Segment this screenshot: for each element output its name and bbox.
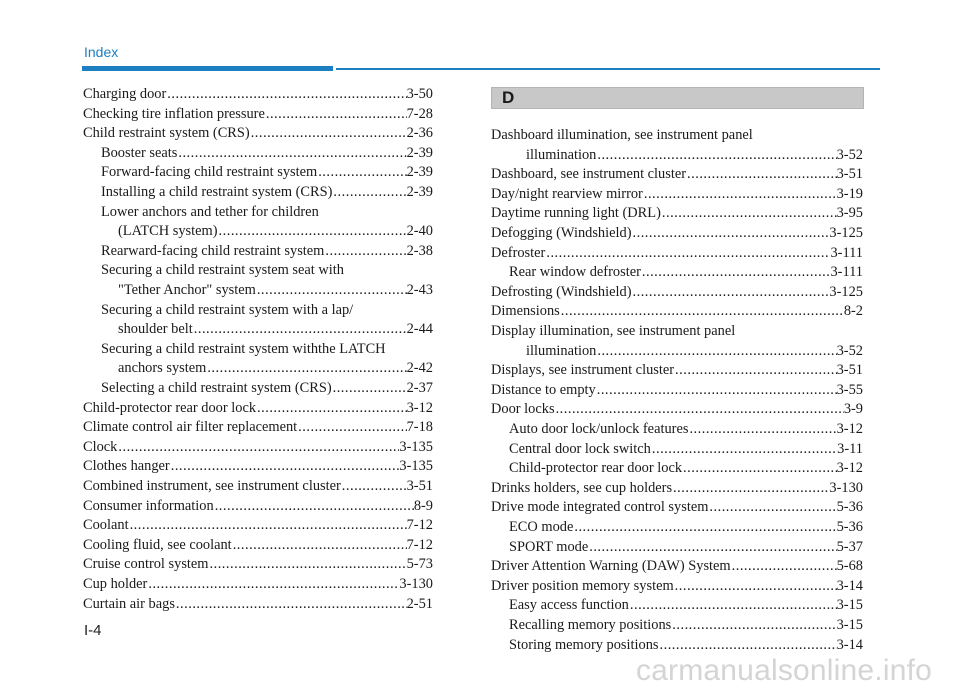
leader-dots — [672, 616, 836, 634]
index-entry-page: 2-39 — [406, 184, 433, 200]
index-entry-page: 5-73 — [406, 556, 433, 573]
index-entry-text: ECO mode — [509, 519, 574, 535]
leader-dots — [207, 359, 406, 377]
leader-dots — [662, 204, 837, 222]
index-entry — [118, 359, 433, 377]
index-entry — [101, 183, 433, 201]
leader-dots — [687, 165, 837, 183]
index-entry-page: 7-28 — [406, 105, 433, 122]
leader-dots — [167, 85, 406, 103]
index-entry — [509, 518, 863, 536]
leader-dots — [546, 244, 830, 262]
index-entry-text: Display illumination, see instrument panel — [491, 323, 736, 339]
index-entry-page: 3-12 — [836, 460, 863, 477]
index-entry-page: 8-9 — [413, 497, 433, 514]
leader-dots — [148, 575, 399, 593]
index-entry-page: 3-15 — [836, 597, 863, 614]
index-entry — [83, 536, 433, 554]
index-entry-page: 3-130 — [399, 576, 433, 592]
leader-dots — [597, 381, 837, 399]
leader-dots — [194, 320, 407, 338]
index-entry-page: 2-40 — [406, 223, 433, 240]
index-entry-page: 2-42 — [406, 360, 433, 377]
index-entry-page: 3-12 — [406, 399, 433, 416]
leader-dots — [589, 538, 836, 556]
leader-dots — [178, 144, 406, 162]
index-entry — [491, 165, 863, 183]
index-entry — [491, 322, 863, 340]
index-entry — [509, 596, 863, 614]
leader-dots — [597, 342, 836, 360]
index-entry — [491, 498, 863, 516]
index-entry-page: 3-51 — [836, 362, 863, 379]
index-entry-page: 3-52 — [836, 342, 863, 359]
leader-dots — [652, 440, 837, 458]
index-entry — [491, 479, 863, 497]
index-entry — [491, 185, 863, 203]
index-entry — [101, 379, 433, 397]
index-entry-text: Forward-facing child restraint system — [101, 164, 318, 181]
leader-dots — [673, 479, 829, 497]
index-entry — [101, 144, 433, 162]
index-entry-page: 3-95 — [836, 205, 863, 222]
index-entry — [491, 244, 863, 262]
index-entry-text: Climate control air filter replacement — [83, 419, 298, 436]
leader-dots — [118, 438, 399, 456]
leader-dots — [215, 497, 414, 515]
leader-dots — [266, 105, 407, 123]
leader-dots — [333, 183, 406, 201]
index-entry-text: Booster seats — [101, 144, 178, 161]
index-entry-text: Selecting a child restraint system (CRS) — [101, 380, 332, 396]
index-entry-text: Rear window defroster — [509, 264, 641, 281]
index-entry — [101, 261, 433, 279]
index-entry-text: Lower anchors and tether for children — [101, 203, 319, 220]
index-entry-page: 3-130 — [829, 479, 863, 496]
index-entry-page: 3-14 — [836, 636, 863, 653]
index-entry — [101, 242, 433, 260]
index-entry-text: Door locks — [491, 401, 555, 418]
index-entry-text: Defroster — [491, 244, 546, 261]
index-entry-page: 3-125 — [829, 283, 863, 300]
leader-dots — [561, 302, 844, 320]
leader-dots — [257, 399, 407, 417]
index-entry — [83, 477, 433, 495]
index-entry-page: 3-111 — [830, 244, 863, 261]
index-entry-page: 2-44 — [406, 321, 433, 338]
index-entry — [526, 342, 863, 360]
index-entry — [83, 555, 433, 573]
leader-dots — [675, 361, 837, 379]
index-entry — [491, 283, 863, 301]
index-entry — [491, 126, 863, 144]
page-number: I-4 — [84, 622, 102, 639]
index-entry-text: Cruise control system — [83, 556, 209, 573]
index-entry-text: Securing a child restraint system with a lap/ — [101, 301, 354, 318]
index-entry-page: 2-43 — [406, 282, 433, 298]
leader-dots — [633, 224, 830, 242]
leader-dots — [130, 516, 407, 534]
index-entry-text: Securing a child restraint system seat with — [101, 262, 344, 279]
index-entry-page: 7-12 — [406, 517, 433, 534]
index-entry — [83, 85, 433, 103]
index-entry-text: Storing memory positions — [509, 636, 659, 653]
index-entry-page: 3-11 — [837, 440, 863, 457]
index-entry-page: 3-50 — [406, 86, 433, 102]
index-entry-page: 3-15 — [836, 617, 863, 633]
index-entry — [83, 124, 433, 142]
index-entry-page: 2-39 — [406, 164, 433, 181]
leader-dots — [574, 518, 836, 536]
index-entry — [101, 203, 433, 221]
index-entry — [83, 595, 433, 613]
index-entry-page: 3-51 — [836, 166, 863, 183]
leader-dots — [325, 242, 406, 260]
index-entry-text: Recalling memory positions — [509, 617, 672, 633]
index-entry-page: 3-55 — [836, 381, 863, 398]
index-entry-text: Child restraint system (CRS) — [83, 125, 250, 142]
index-entry-page: 3-14 — [836, 577, 863, 594]
leader-dots — [176, 595, 407, 613]
leader-dots — [644, 185, 837, 203]
index-entry-text: Driver position memory system — [491, 577, 674, 594]
index-entry-text: Consumer information — [83, 497, 214, 514]
leader-dots — [219, 222, 407, 240]
leader-dots — [556, 400, 844, 418]
index-entry-page: 3-19 — [836, 185, 863, 202]
leader-dots — [171, 457, 400, 475]
index-entry-text: Easy access function — [509, 597, 629, 614]
index-entry-text: Displays, see instrument cluster — [491, 362, 675, 379]
index-entry-page: 2-51 — [406, 595, 433, 612]
page-title: Index — [84, 44, 119, 60]
header-rule-thick — [82, 66, 333, 71]
index-entry — [83, 516, 433, 534]
section-letter: D — [502, 88, 515, 107]
index-entry — [83, 575, 433, 593]
index-entry-text: Distance to empty — [491, 381, 596, 398]
index-entry — [491, 302, 863, 320]
leader-dots — [675, 577, 837, 595]
index-entry-page: 2-36 — [406, 125, 433, 142]
index-entry-text: Cup holder — [83, 576, 148, 592]
index-entry — [509, 440, 863, 458]
index-entry-text: illumination — [526, 146, 597, 163]
index-entry — [83, 497, 433, 515]
index-entry-page: 7-12 — [406, 536, 433, 553]
index-entry-text: Curtain air bags — [83, 595, 175, 612]
index-entry-text: (LATCH system) — [118, 223, 218, 240]
index-entry-text: Installing a child restraint system (CRS) — [101, 184, 333, 200]
index-entry — [526, 146, 863, 164]
index-entry-text: Drive mode integrated control system — [491, 499, 709, 516]
index-entry-page: 3-135 — [399, 458, 433, 475]
index-entry — [491, 361, 863, 379]
index-entry-text: illumination — [526, 342, 597, 359]
index-entry — [101, 301, 433, 319]
leader-dots — [597, 146, 836, 164]
index-entry — [83, 399, 433, 417]
index-entry-text: Combined instrument, see instrument cluster — [83, 478, 341, 494]
index-entry — [118, 320, 433, 338]
leader-dots — [689, 420, 836, 438]
index-entry-page: 3-9 — [843, 401, 863, 418]
index-entry-text: Checking tire inflation pressure — [83, 105, 265, 122]
index-entry-page: 2-39 — [406, 144, 433, 161]
index-entry — [83, 438, 433, 456]
index-entry-page: 5-37 — [836, 538, 863, 555]
index-entry-text: Charging door — [83, 86, 167, 102]
index-entry — [83, 105, 433, 123]
index-entry — [509, 263, 863, 281]
index-entry-text: Clothes hanger — [83, 458, 170, 475]
index-entry-text: SPORT mode — [509, 538, 589, 555]
leader-dots — [298, 418, 406, 436]
index-entry-text: shoulder belt — [118, 321, 193, 338]
index-entry-page: 8-2 — [843, 303, 863, 320]
index-entry — [491, 557, 863, 575]
index-entry-text: Dimensions — [491, 303, 560, 320]
index-entry-page: 5-68 — [836, 558, 863, 575]
leader-dots — [732, 557, 837, 575]
index-entry — [509, 420, 863, 438]
index-entry-page: 7-18 — [406, 419, 433, 436]
leader-dots — [642, 263, 831, 281]
leader-dots — [342, 477, 407, 495]
index-entry — [491, 224, 863, 242]
index-entry-page: 3-135 — [399, 438, 433, 455]
leader-dots — [318, 163, 406, 181]
index-entry-text: Driver Attention Warning (DAW) System — [491, 558, 731, 575]
index-entry — [101, 340, 433, 358]
watermark: carmanualsonline.info — [635, 654, 932, 687]
index-entry-text: Cooling fluid, see coolant — [83, 536, 232, 553]
index-entry — [509, 538, 863, 556]
index-entry-page: 2-37 — [406, 380, 433, 396]
index-entry-page: 3-12 — [836, 421, 863, 437]
index-entry-page: 3-111 — [830, 264, 863, 281]
section-header-bar — [491, 87, 864, 109]
leader-dots — [660, 636, 837, 654]
index-entry-text: Defrosting (Windshield) — [491, 283, 632, 300]
index-entry-text: Drinks holders, see cup holders — [491, 479, 673, 496]
index-entry — [509, 459, 863, 477]
index-entry-page: 5-36 — [836, 499, 863, 516]
leader-dots — [233, 536, 407, 554]
leader-dots — [633, 283, 830, 301]
index-entry-text: Day/night rearview mirror — [491, 185, 643, 202]
leader-dots — [251, 124, 407, 142]
index-entry-text: Coolant — [83, 517, 129, 534]
leader-dots — [210, 555, 407, 573]
index-entry — [491, 400, 863, 418]
leader-dots — [709, 498, 836, 516]
index-entry — [509, 636, 863, 654]
index-entry-text: anchors system — [118, 360, 207, 377]
index-entry-text: Child-protector rear door lock — [83, 399, 257, 416]
index-entry-page: 3-51 — [406, 478, 433, 494]
index-entry-text: Clock — [83, 438, 118, 455]
index-entry-text: Dashboard illumination, see instrument panel — [491, 127, 753, 143]
index-entry-page: 3-125 — [829, 225, 863, 241]
index-entry-page: 5-36 — [836, 519, 863, 535]
index-entry — [83, 418, 433, 436]
index-entry-text: Central door lock switch — [509, 440, 651, 457]
leader-dots — [630, 596, 837, 614]
index-entry — [118, 281, 433, 299]
index-entry — [101, 163, 433, 181]
leader-dots — [683, 459, 837, 477]
index-entry-text: Dashboard, see instrument cluster — [491, 166, 687, 183]
index-entry — [509, 616, 863, 634]
header-rule-thin — [336, 68, 880, 70]
index-entry-text: "Tether Anchor" system — [118, 282, 256, 298]
index-entry — [491, 577, 863, 595]
index-entry-text: Child-protector rear door lock — [509, 460, 683, 477]
leader-dots — [333, 379, 407, 397]
index-entry — [491, 381, 863, 399]
index-entry — [491, 204, 863, 222]
index-entry-text: Auto door lock/unlock features — [509, 421, 689, 437]
index-entry — [118, 222, 433, 240]
index-entry-page: 3-52 — [836, 146, 863, 163]
index-entry — [83, 457, 433, 475]
index-entry-text: Defogging (Windshield) — [491, 225, 632, 241]
leader-dots — [257, 281, 407, 299]
index-entry-text: Rearward-facing child restraint system — [101, 242, 325, 259]
index-entry-text: Securing a child restraint system withthe LATCH — [101, 340, 386, 357]
index-entry-page: 2-38 — [406, 242, 433, 259]
index-entry-text: Daytime running light (DRL) — [491, 205, 661, 222]
